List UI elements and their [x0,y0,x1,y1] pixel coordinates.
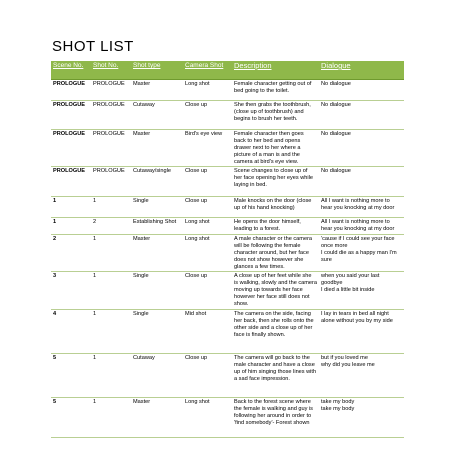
dialogue-line: I died a little bit inside [321,287,375,293]
cell-shot-type: Cutaway [131,354,183,398]
cell-shot-type: Master [131,130,183,167]
table-header-row [51,61,404,80]
cell-description: Female character getting out of bed going to the toilet. [232,80,319,101]
cell-camera-shot: Close up [183,354,232,398]
dialogue-line: No dialogue [321,168,351,174]
table-row [51,80,404,101]
cell-description: A male character or the camera will be following the female character around, but her face does not show however she glances a few times. [232,235,319,272]
dialogue-line: No dialogue [321,102,351,108]
dialogue-line: when you said your last goodbye [321,273,380,286]
table-row [51,167,404,197]
dialogue-line: take my body [321,399,355,405]
table-row [51,235,404,272]
cell-scene-no: 1 [51,218,91,235]
dialogue-line: why did you leave me [321,362,375,368]
cell-shot-type: Single [131,197,183,218]
cell-scene-no: 1 [51,197,91,218]
header-dialogue: Dialogue [319,61,404,80]
cell-shot-no: PROLOGUE [91,80,131,101]
cell-shot-type: Single [131,272,183,310]
cell-shot-no: 1 [91,235,131,272]
table-row [51,354,404,398]
table-body [51,80,404,438]
cell-shot-type: Establishing Shot [131,218,183,235]
cell-dialogue [319,354,404,398]
dialogue-line: All I want is nothing more to hear you knocking at my door [321,219,395,232]
header-shot-no: Shot No. [91,61,131,80]
dialogue-line: take my body [321,406,355,412]
cell-scene-no: PROLOGUE [51,167,91,197]
cell-camera-shot: Close up [183,101,232,130]
table-row [51,398,404,438]
shot-list-table [51,61,404,438]
cell-shot-no: 1 [91,272,131,310]
cell-shot-no: 1 [91,354,131,398]
cell-shot-no: 1 [91,310,131,354]
dialogue-line: All I want is nothing more to hear you knocking at my door [321,198,395,211]
cell-description: A close up of her feet while she is walking, slowly and the camera moving up towards her face however her face still does not show. [232,272,319,310]
cell-camera-shot: Long shot [183,235,232,272]
dialogue-line: I lay in tears in bed all night [321,311,389,317]
cell-scene-no: PROLOGUE [51,101,91,130]
cell-dialogue [319,235,404,272]
cell-camera-shot: Long shot [183,398,232,438]
table-row [51,272,404,310]
cell-dialogue [319,101,404,130]
cell-shot-no: PROLOGUE [91,130,131,167]
header-scene-no: Scene No. [51,61,91,80]
cell-dialogue [319,130,404,167]
dialogue-line: I could die as a happy man I'm sure [321,250,397,263]
cell-shot-type: Master [131,235,183,272]
cell-scene-no: 3 [51,272,91,310]
cell-camera-shot: Bird's eye view [183,130,232,167]
cell-shot-no: 2 [91,218,131,235]
cell-shot-type: Master [131,398,183,438]
table-row [51,218,404,235]
cell-description: Back to the forest scene where the female is walking and guy is following her around in order to 'find somebody'- Forest shown [232,398,319,438]
cell-description: Scene changes to close up of her face opening her eyes while laying in bed. [232,167,319,197]
cell-camera-shot: Close up [183,272,232,310]
table-row [51,130,404,167]
cell-dialogue [319,167,404,197]
cell-shot-type: Cutaway/single [131,167,183,197]
cell-description: The camera will go back to the male character and have a close up of him singing those lines with a sad face impression. [232,354,319,398]
header-description: Description [232,61,319,80]
cell-description: The camera on the side, facing her back, then she rolls onto the other side and a close up of her face is finally shown. [232,310,319,354]
cell-dialogue [319,218,404,235]
cell-shot-type: Cutaway [131,101,183,130]
cell-scene-no: 5 [51,354,91,398]
cell-description: Male knocks on the door (close up of his hand knocking) [232,197,319,218]
dialogue-line: No dialogue [321,81,351,87]
cell-description: Female character then goes back to her bed and opens drawer next to her where a picture of a man is and the camera at bird's eye view. [232,130,319,167]
dialogue-line: No dialogue [321,131,351,137]
cell-camera-shot: Long shot [183,218,232,235]
cell-camera-shot: Close up [183,167,232,197]
page-title: SHOT LIST [52,38,134,55]
dialogue-line: but if you loved me [321,355,368,361]
cell-shot-no: PROLOGUE [91,101,131,130]
cell-scene-no: 5 [51,398,91,438]
dialogue-line: alone without you by my side [321,318,393,324]
cell-dialogue [319,197,404,218]
table-row [51,197,404,218]
cell-scene-no: PROLOGUE [51,80,91,101]
dialogue-line: 'cause if I could see your face once more [321,236,395,249]
cell-dialogue [319,80,404,101]
cell-description: He opens the door himself, leading to a forest. [232,218,319,235]
cell-scene-no: 4 [51,310,91,354]
cell-camera-shot: Mid shot [183,310,232,354]
cell-shot-type: Single [131,310,183,354]
cell-shot-no: 1 [91,197,131,218]
cell-dialogue [319,272,404,310]
cell-description: She then grabs the toothbrush, (close up of toothbrush) and begins to brush her teeth. [232,101,319,130]
cell-camera-shot: Close up [183,197,232,218]
header-shot-type: Shot type [131,61,183,80]
cell-scene-no: PROLOGUE [51,130,91,167]
table-row [51,310,404,354]
cell-dialogue [319,398,404,438]
cell-shot-no: PROLOGUE [91,167,131,197]
cell-dialogue [319,310,404,354]
cell-shot-type: Master [131,80,183,101]
header-camera-shot: Camera Shot [183,61,232,80]
cell-camera-shot: Long shot [183,80,232,101]
table-row [51,101,404,130]
cell-shot-no: 1 [91,398,131,438]
cell-scene-no: 2 [51,235,91,272]
